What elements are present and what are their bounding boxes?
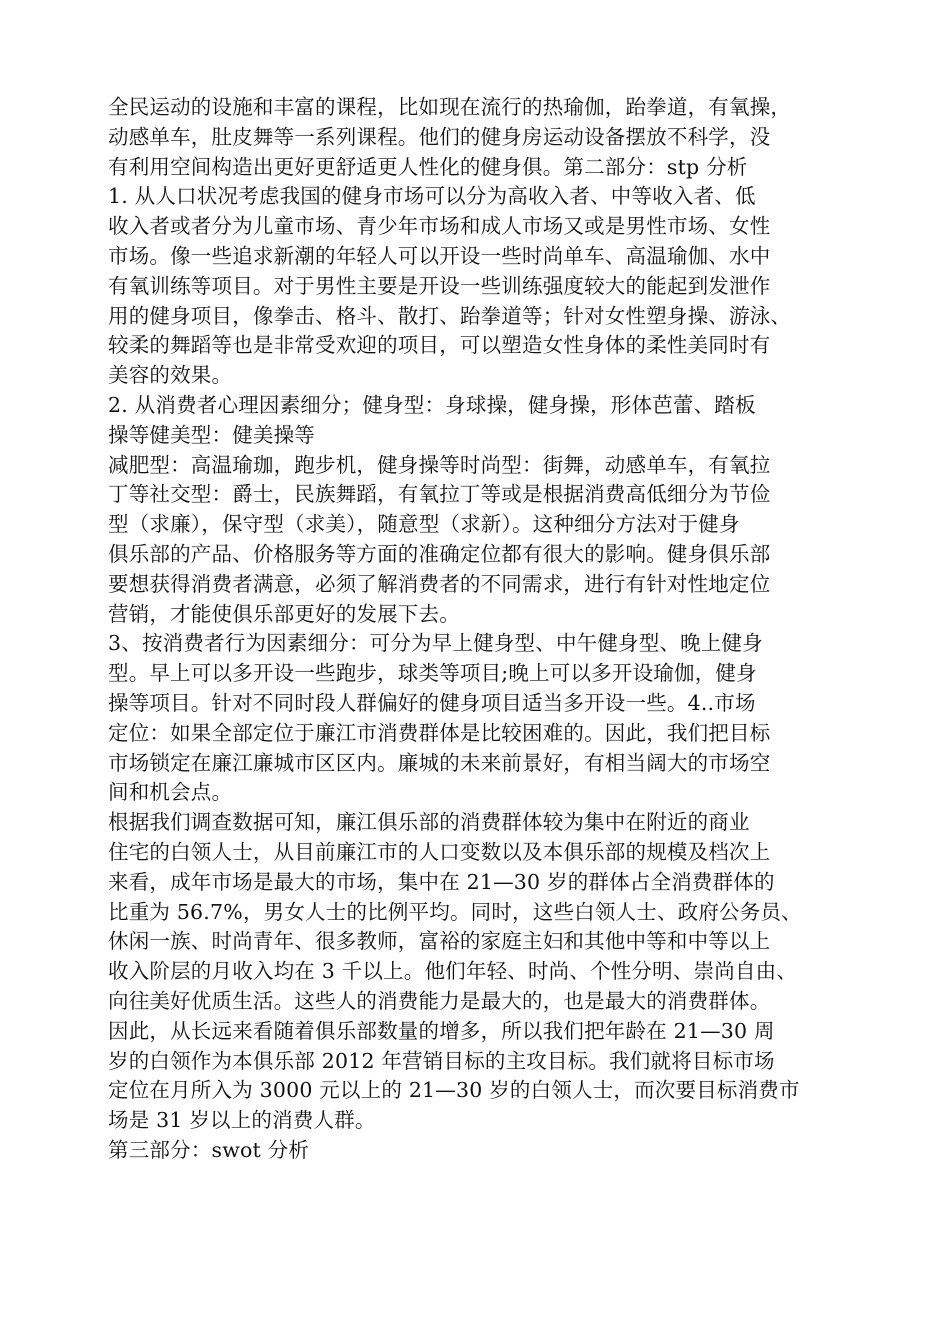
text-line: 比重为 56.7%，男女人士的比例平均。同时，这些白领人士、政府公务员、	[108, 899, 802, 924]
text-line: 向往美好优质生活。这些人的消费能力是最大的，也是最大的消费群体。	[108, 988, 771, 1013]
text-line: 动感单车，肚皮舞等一系列课程。他们的健身房运动设备摆放不科学，没	[108, 124, 771, 149]
text-line: 美容的效果。	[108, 363, 233, 388]
text-line: 定位：如果全部定位于廉江市消费群体是比较困难的。因此，我们把目标	[108, 720, 771, 745]
text-line: 休闲一族、时尚青年、很多教师，富裕的家庭主妇和其他中等和中等以上	[108, 929, 771, 954]
text-line: 岁的白领作为本俱乐部 2012 年营销目标的主攻目标。我们就将目标市场	[108, 1048, 775, 1073]
text-line: 根据我们调查数据可知，廉江俱乐部的消费群体较为集中在附近的商业	[108, 810, 750, 835]
text-line: 操等健美型：健美操等	[108, 422, 315, 447]
text-line: 型（求廉），保守型（求美），随意型（求新）。这种细分方法对于健身	[108, 512, 740, 537]
text-line: 场是 31 岁以上的消费人群。	[108, 1108, 376, 1133]
text-line: 较柔的舞蹈等也是非常受欢迎的项目，可以塑造女性身体的柔性美同时有	[108, 333, 771, 358]
text-line: 住宅的白领人士，从目前廉江市的人口变数以及本俱乐部的规模及档次上	[108, 839, 771, 864]
text-line: 丁等社交型：爵士，民族舞蹈，有氧拉丁等或是根据消费高低细分为节俭	[108, 482, 771, 507]
text-line: 市场。像一些追求新潮的年轻人可以开设一些时尚单车、高温瑜伽、水中	[108, 243, 771, 268]
text-line: 间和机会点。	[108, 780, 233, 805]
text-line: 营销，才能使俱乐部更好的发展下去。	[108, 601, 460, 626]
text-line: 有利用空间构造出更好更舒适更人性化的健身俱。第二部分：stp 分析	[108, 154, 748, 179]
text-line: 操等项目。针对不同时段人群偏好的健身项目适当多开设一些。4..市场	[108, 690, 756, 715]
text-line: 用的健身项目，像拳击、格斗、散打、跆拳道等；针对女性塑身操、游泳、	[108, 303, 792, 328]
text-line: 要想获得消费者满意，必须了解消费者的不同需求，进行有针对性地定位	[108, 571, 771, 596]
text-line: 收入者或者分为儿童市场、青少年市场和成人市场又或是男性市场、女性	[108, 214, 771, 239]
text-line: 2. 从消费者心理因素细分；健身型：身球操，健身操，形体芭蕾、踏板	[108, 392, 756, 417]
text-line: 市场锁定在廉江廉城市区区内。廉城的未来前景好，有相当阔大的市场空	[108, 750, 771, 775]
text-line: 有氧训练等项目。对于男性主要是开设一些训练强度较大的能起到发泄作	[108, 273, 771, 298]
document-body	[108, 93, 868, 1166]
text-line: 3、按消费者行为因素细分：可分为早上健身型、中午健身型、晚上健身	[108, 631, 763, 656]
text-line: 来看，成年市场是最大的市场，集中在 21—30 岁的群体占全消费群体的	[108, 869, 775, 894]
text-line: 1. 从人口状况考虑我国的健身市场可以分为高收入者、中等收入者、低	[108, 184, 756, 209]
text-line: 俱乐部的产品、价格服务等方面的准确定位都有很大的影响。健身俱乐部	[108, 541, 771, 566]
text-line: 全民运动的设施和丰富的课程，比如现在流行的热瑜伽，跆拳道，有氧操，	[108, 95, 792, 119]
text-line: 型。早上可以多开设一些跑步，球类等项目;晚上可以多开设瑜伽，健身	[108, 661, 757, 686]
text-line: 收入阶层的月收入均在 3 千以上。他们年轻、时尚、个性分明、崇尚自由、	[108, 959, 798, 984]
text-line: 定位在月所入为 3000 元以上的 21—30 岁的白领人士，而次要目标消费市	[108, 1078, 800, 1103]
text-line: 因此，从长远来看随着俱乐部数量的增多，所以我们把年龄在 21—30 周	[108, 1018, 775, 1043]
section-heading: 第三部分：swot 分析	[108, 1137, 310, 1162]
text-line: 减肥型：高温瑜珈，跑步机，健身操等时尚型：街舞，动感单车，有氧拉	[108, 452, 771, 477]
